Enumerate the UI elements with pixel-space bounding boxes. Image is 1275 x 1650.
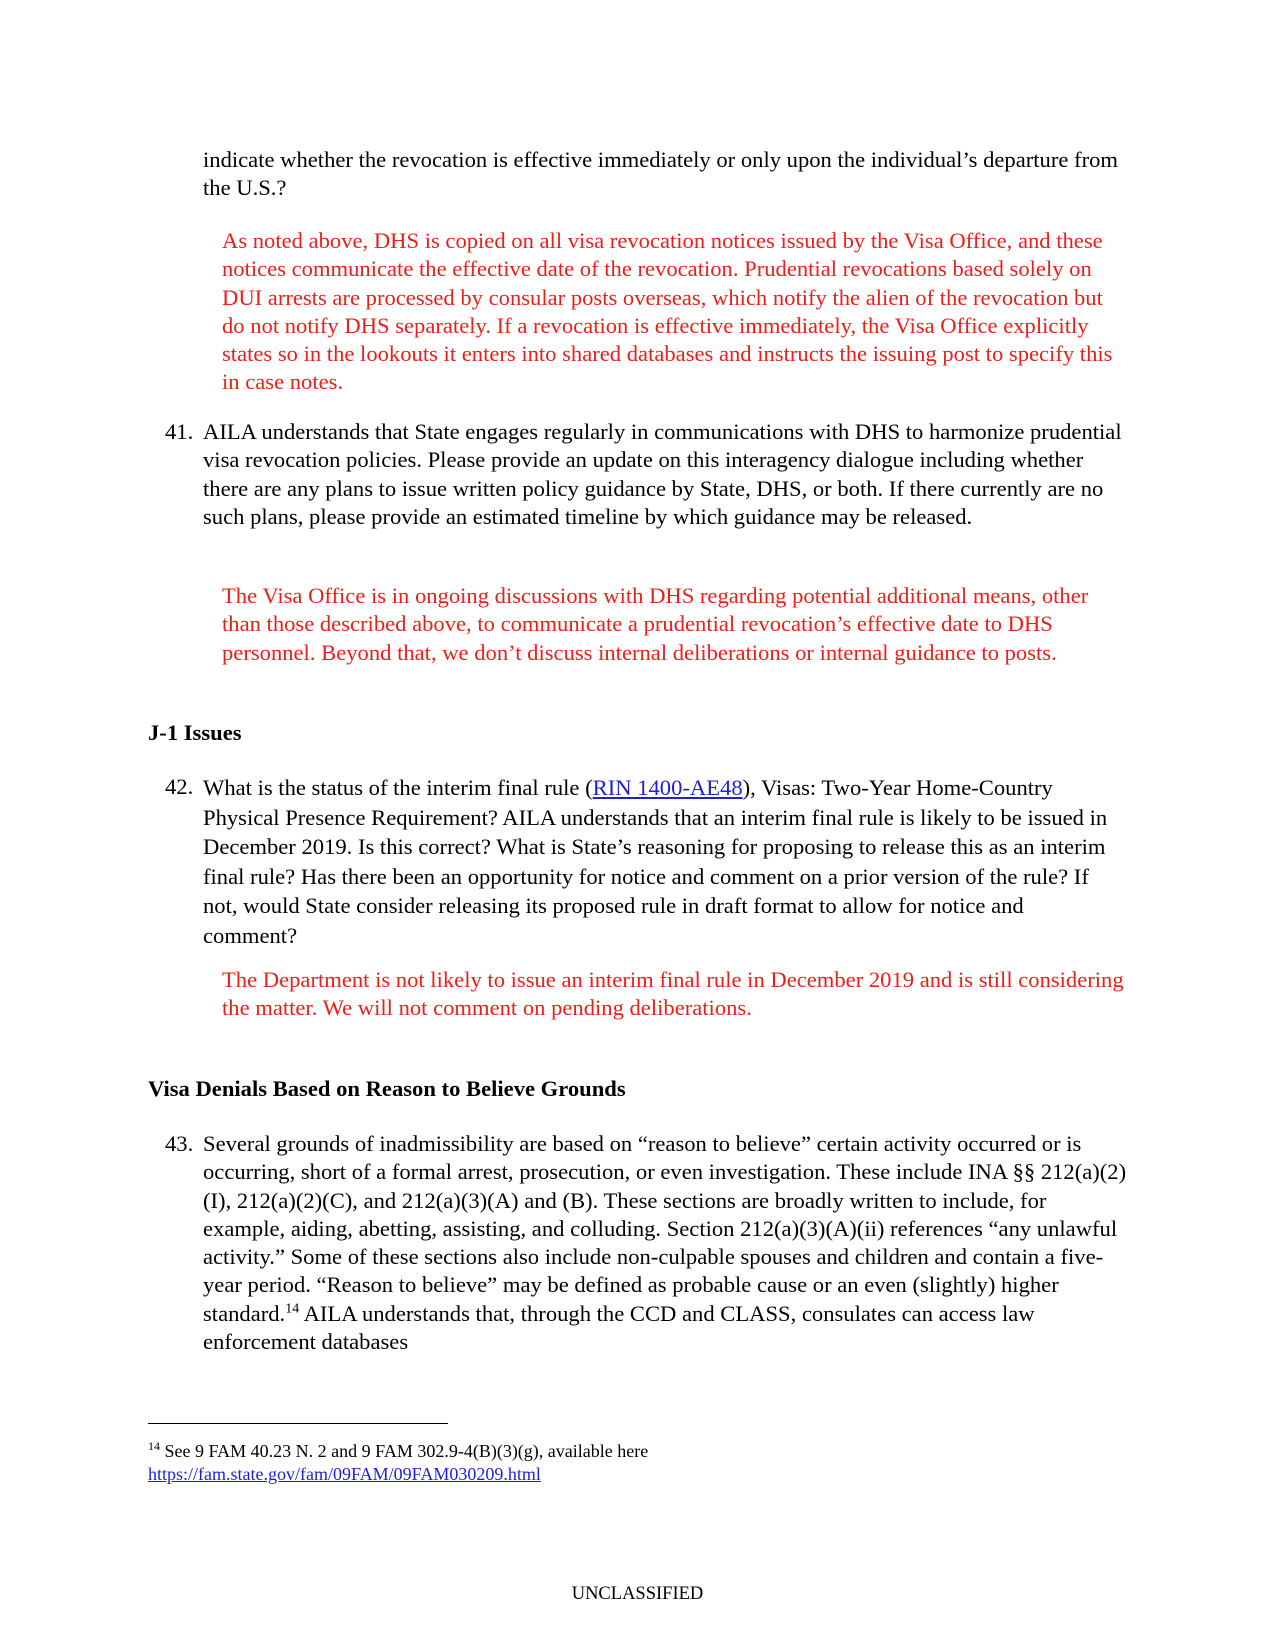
footnote-14: [148, 1440, 1048, 1486]
answer-40: As noted above, DHS is copied on all visa revocation notices issued by the Visa Office, and these notices communicate the effective date of the revocation. Prudential revocations based solely on DUI arrests are processed by consular posts overseas, which notify the alien of the revocation but do not notify DHS separately. If a revocation is effective immediately, the Visa Office explicitly states so in the lookouts it enters into shared databases and instructs the issuing post to specify this in case notes.: [222, 228, 1113, 395]
footnote-url-link[interactable]: https://fam.state.gov/fam/09FAM/09FAM030209.html: [148, 1464, 541, 1484]
rin-link[interactable]: RIN 1400-AE48: [592, 775, 743, 800]
question-43-text-cont: AILA understands that, through the CCD and CLASS, consulates can access law enforcement databases: [203, 1300, 1035, 1355]
question-42-number: 42.: [165, 774, 194, 799]
footnote-marker: 14: [148, 1439, 160, 1453]
question-43-text: Several grounds of inadmissibility are based on “reason to believe” certain activity occurred or is occurring, short of a formal arrest, prosecution, or even investigation. These include INA §§ 212(a)(2)(I), 212(a)(2)(C), and 212(a)(3)(A) and (B). These sections are broadly written to include, for example, aiding, abetting, assisting, and colluding. Section 212(a)(3)(A)(ii) references “any unlawful activity.” Some of these sections also include non-culpable spouses and children and contain a five-year period. “Reason to believe” may be defined as probable cause or an even (slightly) higher standard.: [203, 1131, 1127, 1326]
section-heading-j1: J-1 Issues: [148, 720, 242, 745]
question-41: AILA understands that State engages regularly in communications with DHS to harmonize prudential visa revocation policies. Please provide an update on this interagency dialogue including whether there are any plans to issue written policy guidance by State, DHS, or both. If there currently are no such plans, please provide an estimated timeline by which guidance may be released.: [203, 419, 1122, 529]
footnote-text: See 9 FAM 40.23 N. 2 and 9 FAM 302.9-4(B)(3)(g), available here: [160, 1441, 649, 1461]
question-42: [203, 773, 1123, 951]
footnote-reference[interactable]: 14: [285, 1301, 300, 1317]
section-heading-visa-denials: Visa Denials Based on Reason to Believe Grounds: [148, 1076, 626, 1101]
question-42-text-end: ), Visas: Two-Year Home-Country Physical Presence Requirement? AILA understands that an interim final rule is likely to be issued in December 2019. Is this correct? What is State’s reasoning for proposing to release this as an interim final rule? Has there been an opportunity for notice and comment on a prior version of the rule? If not, would State consider releasing its proposed rule in draft format to allow for notice and comment?: [203, 775, 1108, 948]
classification-footer: UNCLASSIFIED: [571, 1584, 704, 1604]
question-42-text-start: What is the status of the interim final rule (: [203, 775, 593, 800]
question-43-number: 43.: [165, 1131, 194, 1156]
question-43: [203, 1130, 1133, 1356]
question-41-number: 41.: [165, 419, 194, 444]
question-40-continuation: indicate whether the revocation is effective immediately or only upon the individual’s departure from the U.S.?: [203, 147, 1118, 201]
answer-42: The Department is not likely to issue an interim final rule in December 2019 and is still considering the matter. We will not comment on pending deliberations.: [222, 967, 1124, 1021]
footnote-separator: [148, 1423, 448, 1424]
answer-41: The Visa Office is in ongoing discussions with DHS regarding potential additional means, other than those described above, to communicate a prudential revocation’s effective date to DHS personnel. Beyond that, we don’t discuss internal deliberations or internal guidance to posts.: [222, 583, 1089, 665]
